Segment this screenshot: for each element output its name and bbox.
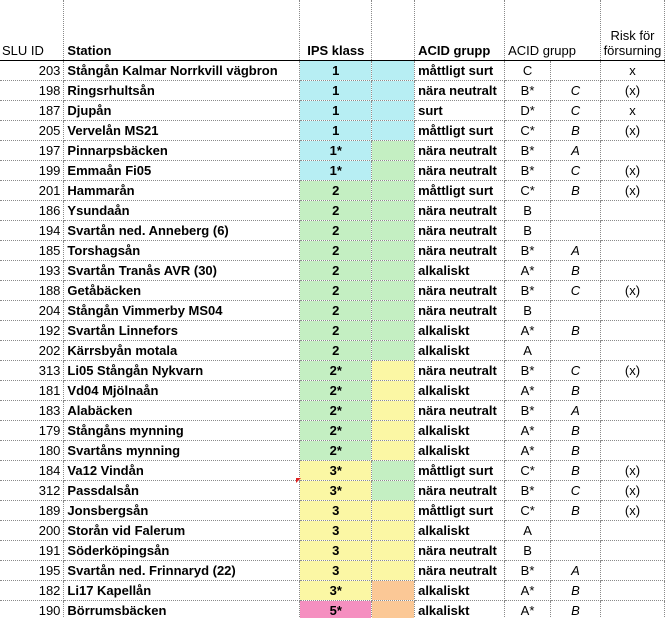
ips-extra-cell[interactable] [372,101,415,121]
acid-group-code-cell[interactable]: C [505,61,551,81]
table-row [0,161,665,181]
ips-klass-cell[interactable]: 2 [300,241,372,261]
risk-cell[interactable]: (x) [600,81,664,101]
slu-id-cell[interactable]: 186 [0,201,64,221]
slu-id-cell[interactable]: 188 [0,281,64,301]
risk-cell[interactable]: (x) [600,181,664,201]
table-row [0,361,665,381]
slu-id-cell[interactable]: 198 [0,81,64,101]
ips-klass-cell[interactable]: 2 [300,341,372,361]
slu-id-cell[interactable]: 181 [0,381,64,401]
risk-cell[interactable]: x [600,101,664,121]
ips-klass-cell[interactable]: 3 [300,561,372,581]
acid-subgroup-cell[interactable]: A [551,141,601,161]
ips-extra-cell[interactable] [372,381,415,401]
table-row [0,581,665,601]
risk-cell[interactable] [600,321,664,341]
table-row [0,201,665,221]
table-row [0,561,665,581]
ips-klass-cell[interactable]: 2 [300,201,372,221]
ips-extra-cell[interactable] [372,301,415,321]
acid-group-code-cell[interactable]: B* [505,241,551,261]
header-slu-id[interactable]: SLU ID [0,0,64,61]
acid-subgroup-cell[interactable]: B [551,601,601,618]
ips-extra-cell[interactable] [372,261,415,281]
ips-klass-cell[interactable]: 1* [300,161,372,181]
acid-grupp-cell[interactable]: måttligt surt [415,501,505,521]
slu-id-cell[interactable]: 182 [0,581,64,601]
ips-klass-cell[interactable]: 5* [300,601,372,618]
ips-klass-cell[interactable]: 2* [300,361,372,381]
acid-grupp-cell[interactable]: alkaliskt [415,521,505,541]
ips-extra-cell[interactable] [372,521,415,541]
table-row [0,341,665,361]
slu-id-cell[interactable]: 199 [0,161,64,181]
acid-group-code-cell[interactable]: A [505,521,551,541]
station-cell[interactable]: Getåbäcken [64,281,300,301]
acid-subgroup-cell[interactable] [551,521,601,541]
acid-grupp-cell[interactable]: alkaliskt [415,321,505,341]
ips-extra-cell[interactable] [372,181,415,201]
acid-subgroup-cell[interactable] [551,201,601,221]
slu-id-cell[interactable]: 190 [0,601,64,618]
ips-extra-cell[interactable] [372,281,415,301]
station-cell[interactable]: Li17 Kapellån [64,581,300,601]
acid-grupp-cell[interactable]: nära neutralt [415,241,505,261]
slu-id-cell[interactable]: 202 [0,341,64,361]
ips-klass-cell[interactable]: 3* [300,461,372,481]
slu-id-cell[interactable]: 204 [0,301,64,321]
acid-grupp-cell[interactable]: alkaliskt [415,421,505,441]
slu-id-cell[interactable]: 183 [0,401,64,421]
acid-subgroup-cell[interactable]: A [551,241,601,261]
ips-extra-cell[interactable] [372,341,415,361]
acid-group-code-cell[interactable]: B* [505,361,551,381]
acid-group-code-cell[interactable]: B* [505,81,551,101]
acid-grupp-cell[interactable]: alkaliskt [415,341,505,361]
acid-grupp-cell[interactable]: nära neutralt [415,561,505,581]
ips-klass-cell[interactable]: 3* [300,481,372,501]
ips-extra-cell[interactable] [372,421,415,441]
acid-group-code-cell[interactable]: A* [505,381,551,401]
ips-extra-cell[interactable] [372,601,415,618]
acid-group-code-cell[interactable]: C* [505,501,551,521]
acid-group-code-cell[interactable]: B* [505,481,551,501]
acid-subgroup-cell[interactable]: B [551,501,601,521]
acid-grupp-cell[interactable]: nära neutralt [415,81,505,101]
ips-extra-cell[interactable] [372,81,415,101]
acid-group-code-cell[interactable]: A [505,341,551,361]
ips-klass-cell[interactable]: 3 [300,541,372,561]
acid-group-code-cell[interactable]: B [505,221,551,241]
header-risk[interactable]: Risk för försurning [600,0,664,61]
acid-grupp-cell[interactable]: måttligt surt [415,61,505,81]
ips-extra-cell[interactable] [372,461,415,481]
station-cell[interactable]: Vd04 Mjölnaån [64,381,300,401]
slu-id-cell[interactable]: 312 [0,481,64,501]
station-cell[interactable]: Ysundaån [64,201,300,221]
risk-cell[interactable]: x [600,61,664,81]
acid-subgroup-cell[interactable]: C [551,361,601,381]
acid-group-code-cell[interactable]: A* [505,581,551,601]
table-row [0,521,665,541]
station-cell[interactable]: Alabäcken [64,401,300,421]
acid-group-code-cell[interactable]: D* [505,101,551,121]
ips-extra-cell[interactable] [372,221,415,241]
station-cell[interactable]: Börrumsbäcken [64,601,300,618]
header-ips-klass[interactable]: IPS klass [300,0,372,61]
acid-grupp-cell[interactable]: nära neutralt [415,481,505,501]
risk-cell[interactable] [600,381,664,401]
table-row [0,381,665,401]
table-row [0,401,665,421]
table-row [0,241,665,261]
table-row [0,501,665,521]
acid-subgroup-cell[interactable] [551,61,601,81]
acid-grupp-cell[interactable]: alkaliskt [415,581,505,601]
slu-id-cell[interactable]: 187 [0,101,64,121]
table-row [0,441,665,461]
station-cell[interactable]: Li05 Stångån Nykvarn [64,361,300,381]
risk-cell[interactable] [600,141,664,161]
ips-klass-cell[interactable]: 2 [300,221,372,241]
station-cell[interactable]: Stångån Vimmerby MS04 [64,301,300,321]
acid-group-code-cell[interactable]: A* [505,321,551,341]
acid-subgroup-cell[interactable]: C [551,81,601,101]
ips-extra-cell[interactable] [372,141,415,161]
risk-cell[interactable]: (x) [600,161,664,181]
risk-cell[interactable] [600,601,664,618]
table-row [0,261,665,281]
acid-grupp-cell[interactable]: alkaliskt [415,381,505,401]
ips-extra-cell[interactable] [372,541,415,561]
table-row [0,481,665,501]
risk-cell[interactable] [600,541,664,561]
acid-group-code-cell[interactable]: B* [505,161,551,181]
risk-cell[interactable] [600,221,664,241]
table-row [0,321,665,341]
risk-cell[interactable] [600,561,664,581]
risk-cell[interactable] [600,301,664,321]
ips-extra-cell[interactable] [372,581,415,601]
acid-grupp-cell[interactable]: nära neutralt [415,361,505,381]
acid-group-code-cell[interactable]: A* [505,261,551,281]
ips-extra-cell[interactable] [372,441,415,461]
ips-extra-cell[interactable] [372,561,415,581]
ips-klass-cell[interactable]: 1 [300,61,372,81]
table-row [0,141,665,161]
ips-extra-cell[interactable] [372,241,415,261]
station-cell[interactable]: Ringsrhultsån [64,81,300,101]
risk-cell[interactable] [600,401,664,421]
risk-cell[interactable] [600,201,664,221]
station-cell[interactable]: Stångån Kalmar Norrkvill vägbron [64,61,300,81]
ips-klass-cell[interactable]: 2 [300,261,372,281]
acid-grupp-cell[interactable]: nära neutralt [415,221,505,241]
station-cell[interactable]: Storån vid Falerum [64,521,300,541]
acid-subgroup-cell[interactable]: C [551,161,601,181]
station-cell[interactable]: Vervelån MS21 [64,121,300,141]
risk-cell[interactable]: (x) [600,461,664,481]
acid-group-code-cell[interactable]: B [505,301,551,321]
acid-subgroup-cell[interactable] [551,301,601,321]
acid-subgroup-cell[interactable]: C [551,101,601,121]
acid-grupp-cell[interactable]: nära neutralt [415,201,505,221]
ips-klass-cell[interactable]: 2 [300,281,372,301]
acid-subgroup-cell[interactable]: B [551,321,601,341]
station-cell[interactable]: Svartån Tranås AVR (30) [64,261,300,281]
risk-cell[interactable] [600,341,664,361]
acid-grupp-cell[interactable]: alkaliskt [415,441,505,461]
table-row [0,81,665,101]
station-cell[interactable]: Stångåns mynning [64,421,300,441]
table-row [0,421,665,441]
acid-subgroup-cell[interactable] [551,341,601,361]
station-cell[interactable]: Emmaån Fi05 [64,161,300,181]
station-cell[interactable]: Pinnarpsbäcken [64,141,300,161]
acid-group-code-cell[interactable]: B* [505,281,551,301]
slu-id-cell[interactable]: 195 [0,561,64,581]
acid-subgroup-cell[interactable] [551,541,601,561]
ips-extra-cell[interactable] [372,201,415,221]
acid-group-code-cell[interactable]: B* [505,561,551,581]
ips-extra-cell[interactable] [372,401,415,421]
slu-id-cell[interactable]: 313 [0,361,64,381]
table-row [0,121,665,141]
table-row [0,601,665,618]
acid-subgroup-cell[interactable]: B [551,381,601,401]
header-station[interactable]: Station [64,0,300,61]
table-row [0,461,665,481]
ips-klass-cell[interactable]: 2 [300,321,372,341]
ips-extra-cell[interactable] [372,61,415,81]
slu-id-cell[interactable]: 197 [0,141,64,161]
risk-cell[interactable] [600,441,664,461]
slu-id-cell[interactable]: 184 [0,461,64,481]
risk-cell[interactable] [600,241,664,261]
slu-id-cell[interactable]: 185 [0,241,64,261]
station-cell[interactable]: Djupån [64,101,300,121]
acid-subgroup-cell[interactable]: C [551,481,601,501]
slu-id-cell[interactable]: 180 [0,441,64,461]
table-row [0,61,665,81]
risk-cell[interactable] [600,421,664,441]
ips-klass-cell[interactable]: 3* [300,581,372,601]
station-cell[interactable]: Svartån Linnefors [64,321,300,341]
acid-group-code-cell[interactable]: B* [505,401,551,421]
table-row [0,221,665,241]
ips-klass-cell[interactable]: 2* [300,401,372,421]
station-cell[interactable]: Svartåns mynning [64,441,300,461]
slu-id-cell[interactable]: 192 [0,321,64,341]
acid-grupp-cell[interactable]: nära neutralt [415,401,505,421]
risk-cell[interactable] [600,521,664,541]
ips-klass-cell[interactable]: 2 [300,301,372,321]
slu-id-cell[interactable]: 189 [0,501,64,521]
acid-group-code-cell[interactable]: B* [505,141,551,161]
station-cell[interactable]: Svartån ned. Anneberg (6) [64,221,300,241]
slu-id-cell[interactable]: 203 [0,61,64,81]
slu-id-cell[interactable]: 191 [0,541,64,561]
slu-id-cell[interactable]: 201 [0,181,64,201]
table-row [0,281,665,301]
acid-group-code-cell[interactable]: C* [505,121,551,141]
acid-subgroup-cell[interactable]: A [551,401,601,421]
slu-id-cell[interactable]: 205 [0,121,64,141]
acid-grupp-cell[interactable]: nära neutralt [415,161,505,181]
acid-grupp-cell[interactable]: nära neutralt [415,141,505,161]
station-cell[interactable]: Kärrsbyån motala [64,341,300,361]
ips-extra-cell[interactable] [372,501,415,521]
acid-subgroup-cell[interactable]: A [551,561,601,581]
risk-cell[interactable]: (x) [600,481,664,501]
acid-subgroup-cell[interactable]: B [551,421,601,441]
station-cell[interactable]: Svartån ned. Frinnaryd (22) [64,561,300,581]
table-row [0,101,665,121]
acid-group-code-cell[interactable]: B [505,541,551,561]
acid-group-code-cell[interactable]: C* [505,181,551,201]
risk-cell[interactable]: (x) [600,501,664,521]
ips-extra-cell[interactable] [372,481,415,501]
ips-extra-cell[interactable] [372,161,415,181]
acid-grupp-cell[interactable]: surt [415,101,505,121]
slu-id-cell[interactable]: 193 [0,261,64,281]
acid-group-code-cell[interactable]: A* [505,601,551,618]
risk-cell[interactable]: (x) [600,361,664,381]
ips-klass-cell[interactable]: 2 [300,181,372,201]
acid-subgroup-cell[interactable]: B [551,121,601,141]
ips-klass-cell[interactable]: 2* [300,441,372,461]
station-cell[interactable]: Jonsbergsån [64,501,300,521]
acid-subgroup-cell[interactable]: B [551,461,601,481]
station-cell[interactable]: Hammarån [64,181,300,201]
acid-group-code-cell[interactable]: B [505,201,551,221]
acid-grupp-cell[interactable]: måttligt surt [415,461,505,481]
acid-group-code-cell[interactable]: A* [505,421,551,441]
acid-subgroup-cell[interactable] [551,221,601,241]
slu-id-cell[interactable]: 194 [0,221,64,241]
risk-cell[interactable]: (x) [600,281,664,301]
ips-klass-cell[interactable]: 2* [300,381,372,401]
acid-grupp-cell[interactable]: nära neutralt [415,541,505,561]
ips-klass-cell[interactable]: 1 [300,81,372,101]
acid-grupp-cell[interactable]: alkaliskt [415,261,505,281]
acid-subgroup-cell[interactable]: B [551,581,601,601]
table-row [0,181,665,201]
station-cell[interactable]: Söderköpingsån [64,541,300,561]
table-row [0,301,665,321]
ips-klass-cell[interactable]: 1 [300,101,372,121]
station-cell[interactable]: Passdalsån [64,481,300,501]
acid-grupp-cell[interactable]: nära neutralt [415,301,505,321]
risk-cell[interactable]: (x) [600,121,664,141]
ips-klass-cell[interactable]: 1 [300,121,372,141]
station-cell[interactable]: Va12 Vindån [64,461,300,481]
acid-group-code-cell[interactable]: A* [505,441,551,461]
header-acid-grupp[interactable]: ACID grupp [415,0,505,61]
acid-subgroup-cell[interactable]: C [551,281,601,301]
ips-klass-cell[interactable]: 2* [300,421,372,441]
acid-grupp-cell[interactable]: måttligt surt [415,121,505,141]
station-cell[interactable]: Torshagsån [64,241,300,261]
ips-klass-cell[interactable]: 1* [300,141,372,161]
ips-extra-cell[interactable] [372,121,415,141]
comment-indicator [296,478,301,483]
table-row [0,541,665,561]
header-acid-grupp-secondary[interactable]: ACID grupp [505,0,601,61]
acid-grupp-cell[interactable]: måttligt surt [415,181,505,201]
acid-subgroup-cell[interactable]: B [551,181,601,201]
acid-group-code-cell[interactable]: C* [505,461,551,481]
acid-subgroup-cell[interactable]: B [551,441,601,461]
ips-klass-cell[interactable]: 3 [300,521,372,541]
ips-klass-cell[interactable]: 3 [300,501,372,521]
header-blank[interactable] [372,0,415,61]
slu-id-cell[interactable]: 179 [0,421,64,441]
acid-subgroup-cell[interactable]: B [551,261,601,281]
header-row [0,0,665,61]
acid-grupp-cell[interactable]: nära neutralt [415,281,505,301]
ips-extra-cell[interactable] [372,361,415,381]
risk-cell[interactable] [600,581,664,601]
ips-extra-cell[interactable] [372,321,415,341]
acid-grupp-cell[interactable]: alkaliskt [415,601,505,618]
slu-id-cell[interactable]: 200 [0,521,64,541]
risk-cell[interactable] [600,261,664,281]
